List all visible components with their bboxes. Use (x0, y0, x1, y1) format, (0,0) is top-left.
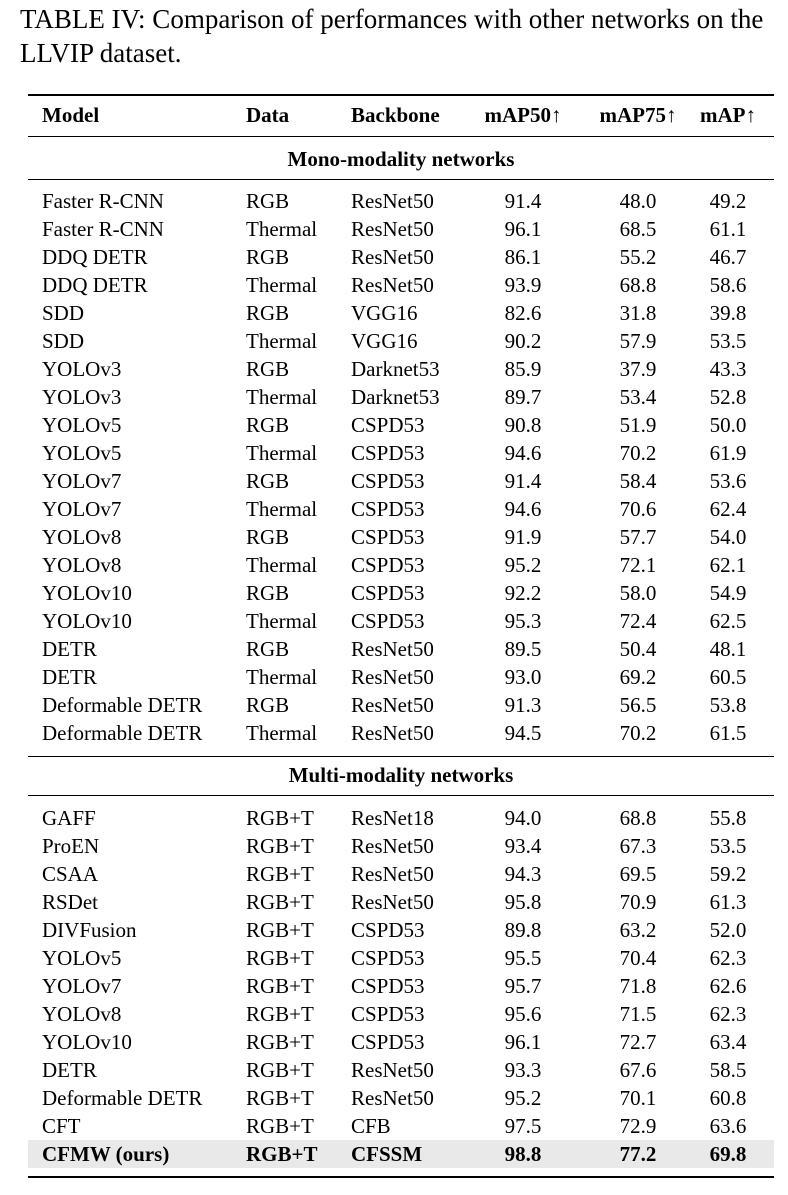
model-cell: YOLOv3 (42, 385, 122, 409)
model-cell: YOLOv7 (42, 497, 122, 521)
model-cell: DETR (42, 637, 97, 661)
map-cell: 46.7 (709, 245, 747, 269)
model-cell: DDQ DETR (42, 273, 148, 297)
map75-cell: 70.2 (619, 441, 657, 465)
map50-cell: 93.9 (504, 273, 542, 297)
backbone-cell: ResNet50 (351, 245, 434, 269)
table-row (28, 411, 774, 439)
map75-cell: 56.5 (619, 693, 657, 717)
backbone-cell: CSPD53 (351, 441, 425, 465)
map50-cell: 94.0 (504, 806, 542, 830)
model-cell: SDD (42, 329, 85, 353)
table-row (28, 523, 774, 551)
table-row (28, 551, 774, 579)
map50-cell: 95.2 (504, 1086, 542, 1110)
table-row (28, 243, 774, 271)
model-cell: YOLOv5 (42, 413, 122, 437)
model-cell: Deformable DETR (42, 1086, 203, 1110)
map75-cell: 72.9 (619, 1114, 657, 1138)
map-cell: 63.6 (709, 1114, 747, 1138)
map75-cell: 67.6 (619, 1058, 657, 1082)
data-cell: RGB+T (246, 974, 314, 998)
map-cell: 54.9 (709, 581, 747, 605)
section-end-rule (28, 756, 774, 757)
map50-cell: 93.0 (504, 665, 542, 689)
backbone-cell: CSPD53 (351, 946, 425, 970)
map-cell: 49.2 (709, 189, 747, 213)
map50-cell: 89.5 (504, 637, 542, 661)
map75-cell: 71.5 (619, 1002, 657, 1026)
map-cell: 61.1 (709, 217, 747, 241)
map75-cell: 67.3 (619, 834, 657, 858)
backbone-cell: ResNet18 (351, 806, 434, 830)
map-cell: 69.8 (709, 1142, 747, 1166)
data-cell: RGB+T (246, 890, 314, 914)
backbone-cell: CFSSM (351, 1142, 423, 1166)
map50-cell: 95.5 (504, 946, 542, 970)
backbone-cell: ResNet50 (351, 1058, 434, 1082)
map-cell: 62.3 (709, 1002, 747, 1026)
data-cell: Thermal (246, 273, 318, 297)
model-cell: Deformable DETR (42, 693, 203, 717)
map75-cell: 72.7 (619, 1030, 657, 1054)
model-cell: DDQ DETR (42, 245, 148, 269)
model-cell: Faster R-CNN (42, 189, 164, 213)
data-cell: RGB (246, 357, 290, 381)
map50-cell: 91.4 (504, 189, 542, 213)
model-cell: YOLOv5 (42, 946, 122, 970)
map50-cell: 90.8 (504, 413, 542, 437)
model-cell: Model (42, 103, 100, 127)
map-cell: 61.3 (709, 890, 747, 914)
model-cell: CFMW (ours) (42, 1142, 170, 1166)
map50-cell: 94.3 (504, 862, 542, 886)
map-cell: 59.2 (709, 862, 747, 886)
data-cell: Thermal (246, 609, 318, 633)
table-row (28, 187, 774, 215)
table-row (28, 804, 774, 832)
table-row (28, 383, 774, 411)
map-cell: 43.3 (709, 357, 747, 381)
backbone-cell: CSPD53 (351, 974, 425, 998)
data-cell: RGB (246, 413, 290, 437)
map75-cell: 70.6 (619, 497, 657, 521)
data-cell: RGB+T (246, 1030, 314, 1054)
data-cell: Thermal (246, 385, 318, 409)
table-row (28, 355, 774, 383)
map75-cell: 57.7 (619, 525, 657, 549)
map50-cell: 91.9 (504, 525, 542, 549)
model-cell: YOLOv3 (42, 357, 122, 381)
data-cell: RGB (246, 245, 290, 269)
map75-cell: mAP75↑ (599, 103, 677, 127)
map-cell: 63.4 (709, 1030, 747, 1054)
backbone-cell: CSPD53 (351, 581, 425, 605)
map50-cell: 85.9 (504, 357, 542, 381)
model-cell: DIVFusion (42, 918, 137, 942)
data-cell: RGB+T (246, 1142, 318, 1166)
data-cell: RGB+T (246, 862, 314, 886)
map50-cell: 98.8 (504, 1142, 542, 1166)
table-row (28, 860, 774, 888)
map75-cell: 68.5 (619, 217, 657, 241)
map50-cell: 95.8 (504, 890, 542, 914)
map75-cell: 58.4 (619, 469, 657, 493)
backbone-cell: ResNet50 (351, 189, 434, 213)
backbone-cell: CSPD53 (351, 918, 425, 942)
map75-cell: 69.5 (619, 862, 657, 886)
map50-cell: 94.5 (504, 721, 542, 745)
backbone-cell: CSPD53 (351, 553, 425, 577)
data-cell: RGB+T (246, 1114, 314, 1138)
model-cell: DETR (42, 665, 97, 689)
model-cell: RSDet (42, 890, 99, 914)
table-row (28, 916, 774, 944)
data-cell: Thermal (246, 553, 318, 577)
data-cell: RGB (246, 693, 290, 717)
table-row-highlighted (28, 1140, 774, 1168)
data-cell: RGB+T (246, 1086, 314, 1110)
map-cell: 60.5 (709, 665, 747, 689)
map50-cell: 94.6 (504, 441, 542, 465)
data-cell: Thermal (246, 217, 318, 241)
model-cell: YOLOv7 (42, 469, 122, 493)
map75-cell: 63.2 (619, 918, 657, 942)
backbone-cell: CSPD53 (351, 413, 425, 437)
backbone-cell: VGG16 (351, 301, 418, 325)
map-cell: 52.0 (709, 918, 747, 942)
table-row (28, 944, 774, 972)
map75-cell: 68.8 (619, 806, 657, 830)
backbone-cell: CSPD53 (351, 1002, 425, 1026)
map75-cell: 53.4 (619, 385, 657, 409)
map75-cell: 70.4 (619, 946, 657, 970)
map-cell: 53.8 (709, 693, 747, 717)
map75-cell: 72.1 (619, 553, 657, 577)
data-cell: Thermal (246, 721, 318, 745)
map-cell: 61.5 (709, 721, 747, 745)
data-cell: RGB (246, 637, 290, 661)
data-cell: RGB+T (246, 918, 314, 942)
map75-cell: 70.9 (619, 890, 657, 914)
header-row (28, 101, 774, 129)
table-row (28, 215, 774, 243)
map75-cell: 58.0 (619, 581, 657, 605)
data-cell: Data (246, 103, 290, 127)
map75-cell: 50.4 (619, 637, 657, 661)
map75-cell: 51.9 (619, 413, 657, 437)
model-cell: YOLOv8 (42, 553, 122, 577)
backbone-cell: ResNet50 (351, 665, 434, 689)
backbone-cell: ResNet50 (351, 693, 434, 717)
model-cell: YOLOv8 (42, 1002, 122, 1026)
backbone-cell: Backbone (351, 103, 440, 127)
map50-cell: 94.6 (504, 497, 542, 521)
model-cell: YOLOv10 (42, 609, 132, 633)
data-cell: RGB (246, 581, 290, 605)
data-cell: Thermal (246, 329, 318, 353)
model-cell: CSAA (42, 862, 99, 886)
map75-cell: 31.8 (619, 301, 657, 325)
map-cell: 62.3 (709, 946, 747, 970)
data-cell: RGB+T (246, 946, 314, 970)
model-cell: YOLOv10 (42, 581, 132, 605)
backbone-cell: CSPD53 (351, 525, 425, 549)
map-cell: 61.9 (709, 441, 747, 465)
backbone-cell: ResNet50 (351, 217, 434, 241)
map75-cell: 57.9 (619, 329, 657, 353)
model-cell: CFT (42, 1114, 81, 1138)
data-cell: RGB (246, 301, 290, 325)
table-row (28, 691, 774, 719)
model-cell: YOLOv10 (42, 1030, 132, 1054)
map50-cell: 93.3 (504, 1058, 542, 1082)
backbone-cell: ResNet50 (351, 890, 434, 914)
table-row (28, 719, 774, 747)
backbone-cell: ResNet50 (351, 1086, 434, 1110)
backbone-cell: Darknet53 (351, 385, 440, 409)
table-row (28, 439, 774, 467)
model-cell: ProEN (42, 834, 100, 858)
table-row (28, 972, 774, 1000)
map-cell: 39.8 (709, 301, 747, 325)
map75-cell: 68.8 (619, 273, 657, 297)
map75-cell: 69.2 (619, 665, 657, 689)
map-cell: 58.6 (709, 273, 747, 297)
map50-cell: 96.1 (504, 217, 542, 241)
table-row (28, 635, 774, 663)
table-row (28, 327, 774, 355)
map75-cell: 72.4 (619, 609, 657, 633)
model-cell: DETR (42, 1058, 97, 1082)
map-cell: 48.1 (709, 637, 747, 661)
table-row (28, 495, 774, 523)
header-rule (28, 136, 774, 137)
backbone-cell: ResNet50 (351, 637, 434, 661)
data-cell: Thermal (246, 441, 318, 465)
map-cell: 53.5 (709, 329, 747, 353)
map50-cell: 92.2 (504, 581, 542, 605)
data-cell: Thermal (246, 497, 318, 521)
backbone-cell: ResNet50 (351, 273, 434, 297)
map-cell: 54.0 (709, 525, 747, 549)
data-cell: RGB+T (246, 806, 314, 830)
data-cell: RGB (246, 469, 290, 493)
map50-cell: 95.6 (504, 1002, 542, 1026)
data-cell: RGB+T (246, 1002, 314, 1026)
data-cell: RGB (246, 525, 290, 549)
map75-cell: 55.2 (619, 245, 657, 269)
model-cell: Faster R-CNN (42, 217, 164, 241)
section-title: Multi-modality networks (288, 763, 514, 787)
top-rule (28, 94, 774, 96)
backbone-cell: CSPD53 (351, 609, 425, 633)
map-cell: 53.5 (709, 834, 747, 858)
map-cell: 58.5 (709, 1058, 747, 1082)
map50-cell: 97.5 (504, 1114, 542, 1138)
backbone-cell: ResNet50 (351, 721, 434, 745)
map75-cell: 37.9 (619, 357, 657, 381)
table-row (28, 1056, 774, 1084)
map50-cell: 96.1 (504, 1030, 542, 1054)
table-row (28, 1084, 774, 1112)
backbone-cell: CSPD53 (351, 1030, 425, 1054)
backbone-cell: ResNet50 (351, 834, 434, 858)
backbone-cell: VGG16 (351, 329, 418, 353)
table-row (28, 271, 774, 299)
section-rule (28, 179, 774, 180)
map-cell: mAP↑ (700, 103, 756, 127)
model-cell: Deformable DETR (42, 721, 203, 745)
backbone-cell: ResNet50 (351, 862, 434, 886)
table-row (28, 1028, 774, 1056)
map50-cell: mAP50↑ (484, 103, 562, 127)
map75-cell: 48.0 (619, 189, 657, 213)
section-rule (28, 795, 774, 796)
map75-cell: 70.2 (619, 721, 657, 745)
map-cell: 60.8 (709, 1086, 747, 1110)
backbone-cell: CSPD53 (351, 497, 425, 521)
model-cell: SDD (42, 301, 85, 325)
map50-cell: 89.8 (504, 918, 542, 942)
table-row (28, 832, 774, 860)
table-row (28, 467, 774, 495)
map50-cell: 91.3 (504, 693, 542, 717)
map-cell: 53.6 (709, 469, 747, 493)
map50-cell: 86.1 (504, 245, 542, 269)
map-cell: 62.4 (709, 497, 747, 521)
map50-cell: 95.2 (504, 553, 542, 577)
data-cell: Thermal (246, 665, 318, 689)
table-row (28, 663, 774, 691)
section-title: Mono-modality networks (287, 147, 515, 171)
map50-cell: 82.6 (504, 301, 542, 325)
table-row (28, 1000, 774, 1028)
table-row (28, 1112, 774, 1140)
table-row (28, 607, 774, 635)
map75-cell: 70.1 (619, 1086, 657, 1110)
backbone-cell: CFB (351, 1114, 391, 1138)
map-cell: 62.1 (709, 553, 747, 577)
map50-cell: 95.3 (504, 609, 542, 633)
map-cell: 52.8 (709, 385, 747, 409)
map75-cell: 71.8 (619, 974, 657, 998)
data-cell: RGB+T (246, 1058, 314, 1082)
map50-cell: 89.7 (504, 385, 542, 409)
bottom-rule (28, 1176, 774, 1178)
table-caption: TABLE IV: Comparison of performances with other networks on the LLVIP dataset. (20, 4, 764, 68)
map50-cell: 95.7 (504, 974, 542, 998)
map50-cell: 93.4 (504, 834, 542, 858)
map75-cell: 77.2 (619, 1142, 657, 1166)
model-cell: GAFF (42, 806, 96, 830)
table-row (28, 888, 774, 916)
model-cell: YOLOv5 (42, 441, 122, 465)
backbone-cell: CSPD53 (351, 469, 425, 493)
map50-cell: 90.2 (504, 329, 542, 353)
table-row (28, 579, 774, 607)
data-cell: RGB+T (246, 834, 314, 858)
model-cell: YOLOv8 (42, 525, 122, 549)
backbone-cell: Darknet53 (351, 357, 440, 381)
map-cell: 62.5 (709, 609, 747, 633)
map-cell: 62.6 (709, 974, 747, 998)
map-cell: 55.8 (709, 806, 747, 830)
map50-cell: 91.4 (504, 469, 542, 493)
model-cell: YOLOv7 (42, 974, 122, 998)
data-cell: RGB (246, 189, 290, 213)
map-cell: 50.0 (709, 413, 747, 437)
table-row (28, 299, 774, 327)
